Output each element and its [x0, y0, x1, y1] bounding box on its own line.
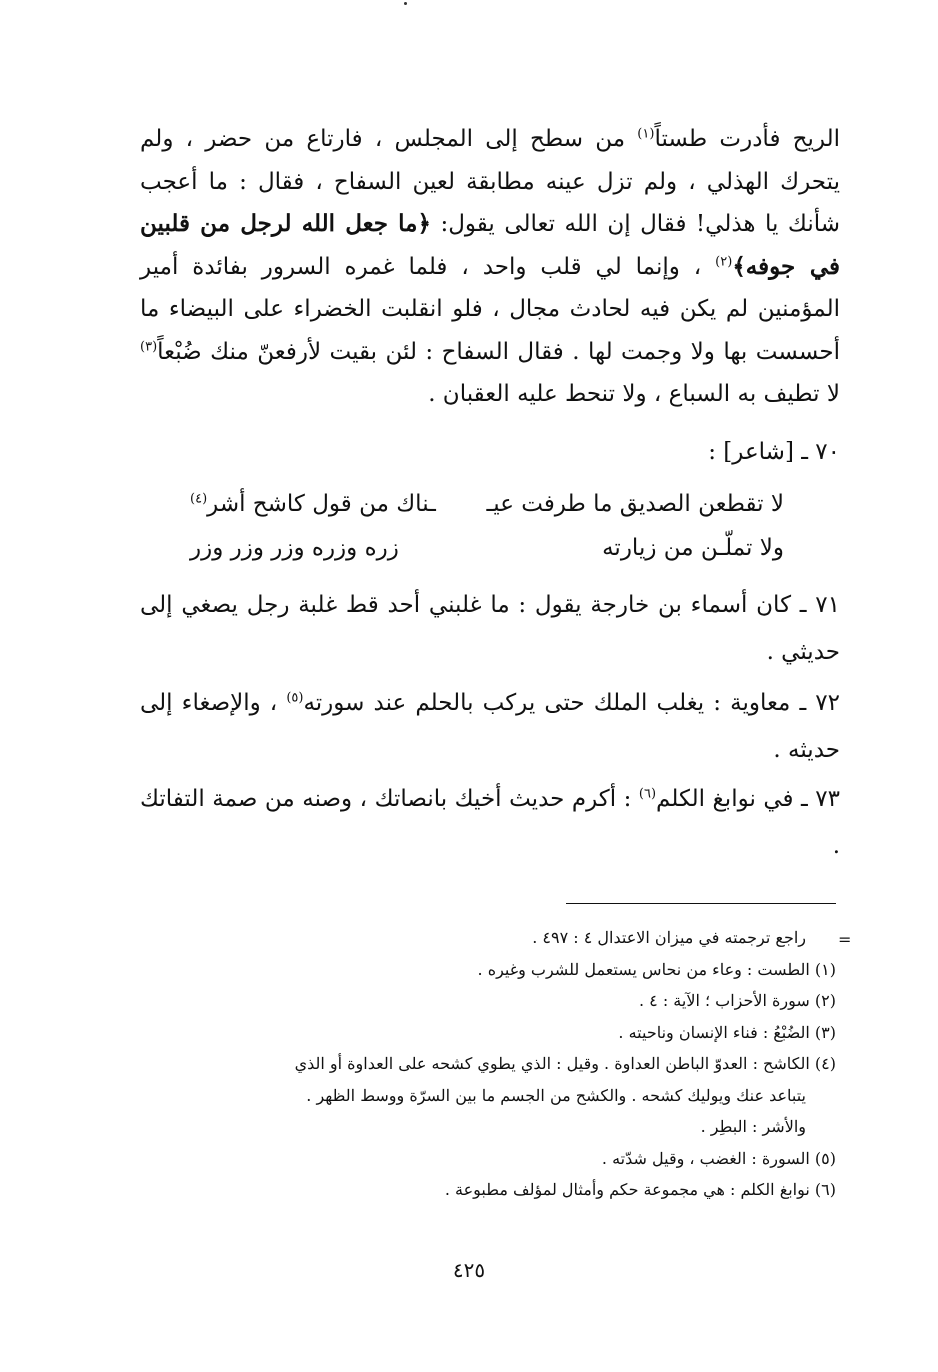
- footnote-ref-6: (٦): [638, 786, 657, 802]
- footnote-continuation: راجع ترجمته في ميزان الاعتدال ٤ : ٤٩٧ .: [532, 928, 806, 947]
- entry-71-text: ٧١ ـ كان أسماء بن خارجة يقول : ما غلبني أحد قط غلبة رجل يصغي إلى حديثي .: [140, 592, 840, 665]
- verse-1-second-hemistich: [190, 484, 436, 524]
- text-run: الريح فأدرت طستاً: [654, 126, 840, 152]
- verse-2-second-hemistich: زره وزره وزر وزر وزر: [190, 535, 399, 561]
- text-run: لا تطيف به السباع ، ولا تنحط عليه العقبان .: [428, 381, 840, 407]
- entry-72-text: [140, 680, 840, 774]
- entry-70-heading: ٧٠ ـ [شاعر] :: [708, 439, 840, 465]
- footnote-ref-4: (٤): [190, 491, 208, 507]
- quran-quote: ﴿ما جعل الله لرجل من قلبين في جوفه﴾: [140, 210, 841, 280]
- page-speck: [404, 2, 407, 5]
- entry-73: [140, 776, 840, 870]
- footnote-separator: [566, 903, 836, 904]
- footnote-2: (٢) سورة الأحزاب ؛ الآية : ٤ .: [638, 991, 836, 1010]
- footnote-5: (٥) السورة : الغضب ، وقيل شدّته .: [601, 1148, 836, 1168]
- text-run: : أكرم حديث أخيك بانصاتك ، وصنه من صمة التفاتك .: [140, 786, 840, 859]
- text-run: ٧٢ ـ معاوية : يغلب الملك حتى يركب بالحلم عند سورته: [303, 690, 840, 716]
- text-run: ، وإنما لي قلب واحد ، فلما غمره السرور بفائدة أمير المؤمنين لم يكن فيه لحادث مجال ، فلو انقلبت الخضراء على البيضاء ما أحسست بها ولا وجمت لها . فقال السفاح : لئن بقيت لأرفعنّ منك ضُبْعاً: [140, 253, 840, 365]
- entry-71: [140, 582, 840, 676]
- main-paragraph: [140, 118, 840, 416]
- verse-line-1: [190, 484, 784, 524]
- text-run: ـناك من قول كاشح أشر: [207, 491, 436, 517]
- footnote-4: (٤) الكاشح : العدوّ الباطن العداوة . وقيل : الذي يطوي كشحه على العداوة أو الذي: [294, 1054, 836, 1073]
- verse-line-2: [190, 528, 784, 568]
- footnote-4-line-3: والأشر : البطِر .: [700, 1117, 806, 1136]
- page-number: ٤٢٥: [452, 1258, 486, 1282]
- footnote-ref-1: (١): [637, 126, 655, 142]
- footnote-ref-2: (٢): [715, 253, 733, 269]
- text-run: ٧٣ ـ في نوابغ الكلم: [656, 786, 840, 812]
- footnotes-block: [136, 922, 836, 1206]
- footnote-3: (٣) الضُبْعُ : فناء الإنسان وناحيته .: [618, 1022, 836, 1042]
- verse-1-first-hemistich: لا تقطعن الصديق ما طرفت عيـ: [486, 491, 784, 517]
- entry-72: [140, 680, 840, 774]
- footnote-ref-3: (٣): [140, 338, 158, 354]
- verse-2-first-hemistich: ولا تملّـن من زيارته: [602, 535, 784, 561]
- text-run: ، والإصغاء إلى حديثه .: [140, 690, 840, 763]
- footnote-6: (٦) نوابغ الكلم : هي مجموعة حكم وأمثال لمؤلف مطبوعة .: [444, 1180, 836, 1199]
- footnote-1: (١) الطست : وعاء من نحاس يستعمل للشرب وغيره .: [477, 959, 836, 979]
- footnote-ref-5: (٥): [286, 690, 304, 706]
- text-run: من سطح إلى المجلس ، فارتاع من حضر ، ولم يتحرك الهذلي ، ولم تزل عينه مطابقة لعين السفاح ، فقال : ما أعجب شأنك يا هذلي! فقال إن الله تعالى يقول:: [140, 126, 840, 237]
- continuation-mark: =: [838, 930, 852, 949]
- paragraph-1: [140, 118, 840, 416]
- footnote-4-line-2: يتباعد عنك ويوليك كشحه . والكشح من الجسم ما بين السرّة ووسط الظهر .: [306, 1085, 806, 1105]
- entry-73-text: [140, 776, 840, 870]
